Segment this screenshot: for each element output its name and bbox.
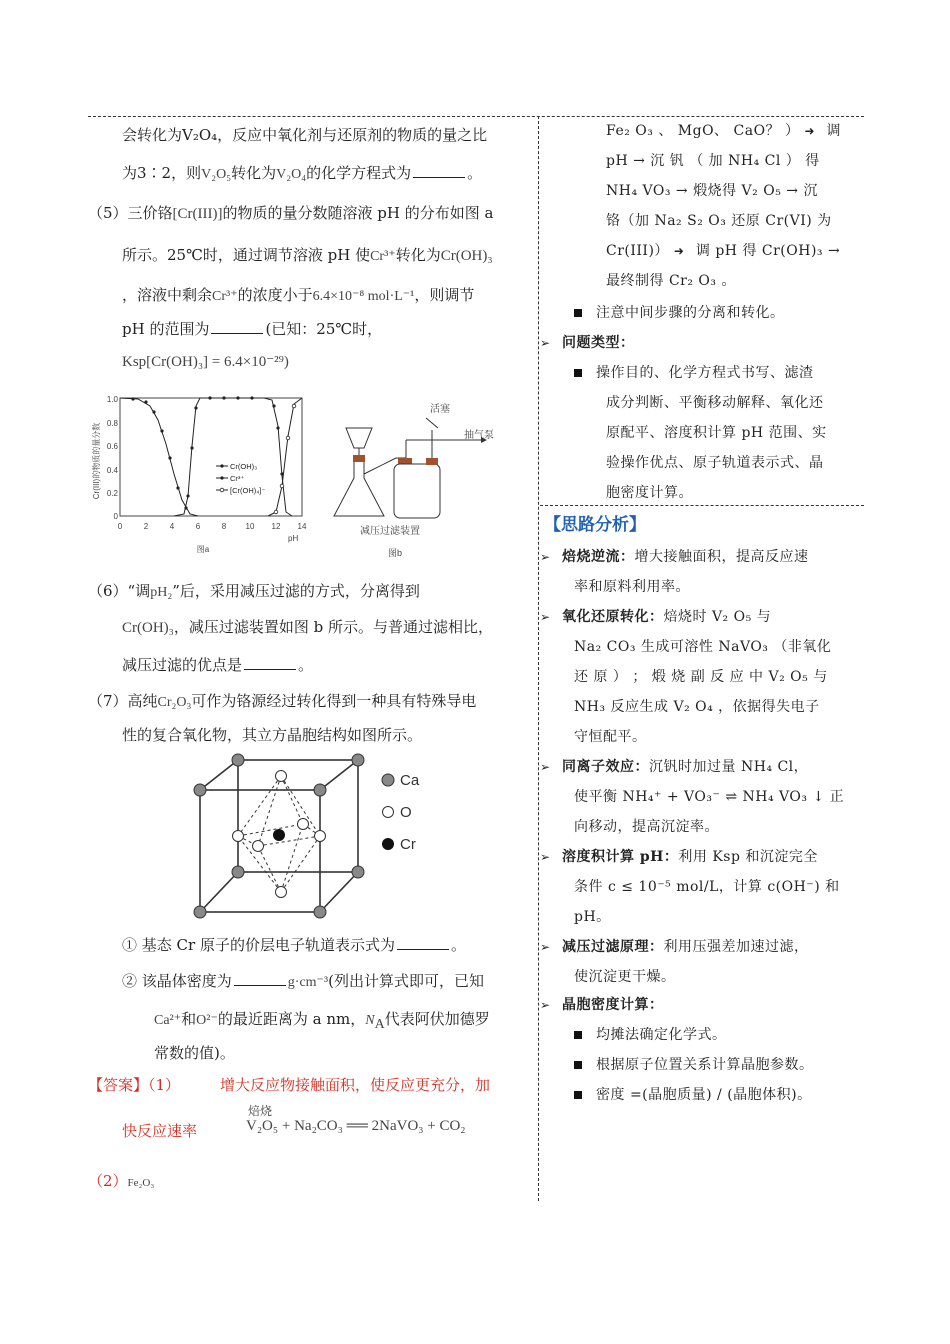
question-6-line: 减压过滤的优点是 。 xyxy=(122,656,314,674)
question-7-sub2: Ca²⁺和O²⁻的最近距离为 a nm，$N_A$代表阿伏加德罗 xyxy=(154,1010,490,1032)
analysis-item: ➢ 减压过滤原理：利用压强差加速过滤， xyxy=(540,939,809,955)
legend-label: [Cr(OH)₄]⁻ xyxy=(230,486,266,495)
arrow-bullet-icon: ➢ xyxy=(540,550,551,564)
o-atom xyxy=(233,831,244,842)
square-bullet-icon xyxy=(574,369,582,377)
data-point xyxy=(194,406,197,409)
answer-blank xyxy=(244,655,296,670)
analysis-continuation: 条件 c ≤ 10⁻⁵ mol/L，计算 c(OH⁻) 和 xyxy=(574,879,840,895)
process-line: Fe₂ O₃ 、 MgO、 CaO？ ） ➜ 调 xyxy=(606,123,841,139)
arrow-right-icon: ➜ xyxy=(804,124,816,138)
ca-atom xyxy=(352,866,364,878)
cr-atom xyxy=(273,829,285,841)
ytick-label: 0 xyxy=(113,512,118,521)
xtick-label: 4 xyxy=(169,522,175,531)
arrow-bullet-icon: ➢ xyxy=(540,998,551,1012)
ytick-label: 0.6 xyxy=(106,442,118,451)
bullet-continuation: 验操作优点、原子轨道表示式、晶 xyxy=(606,455,824,471)
o-atom xyxy=(298,819,309,830)
question-7-sub2: ② 该晶体密度为 g·cm⁻³(列出计算式即可，已知 xyxy=(122,972,484,990)
xtick-label: 6 xyxy=(195,522,201,531)
data-point xyxy=(160,429,163,432)
answer-blank xyxy=(211,319,263,334)
data-point xyxy=(131,397,134,400)
legend-label: Cr³⁺ xyxy=(230,474,245,483)
ca-atom xyxy=(194,784,206,796)
figure-a-xticks xyxy=(118,522,307,531)
process-line: 最终制得 Cr₂ O₃ 。 xyxy=(606,273,736,289)
analysis-item: ➢ 溶度积计算 pH：利用 Ksp 和沉淀完全 xyxy=(540,849,818,865)
question-6-line: Cr(OH)₃，减压过滤装置如图 b 所示。与普通过滤相比， xyxy=(122,618,494,636)
question-7-line: 性的复合氧化物，其立方晶胞结构如图所示。 xyxy=(122,726,423,744)
fig-b-label-stopcock: 活塞 xyxy=(430,404,450,415)
data-point xyxy=(176,486,179,489)
arrow-bullet-icon: ➢ xyxy=(540,760,551,774)
fig-b-label-pump: 抽气泵 xyxy=(464,430,494,441)
equation-condition: 焙烧 xyxy=(248,1104,273,1118)
data-point xyxy=(286,436,290,440)
ca-atom xyxy=(314,906,326,918)
o-atom xyxy=(276,771,287,782)
o-atom xyxy=(253,841,264,852)
data-point xyxy=(236,396,239,399)
data-point xyxy=(190,446,193,449)
data-point xyxy=(274,510,278,514)
question-types-heading: ➢ 问题类型： xyxy=(540,335,635,351)
analysis-item: ➢ 焙烧逆流：增大接触面积，提高反应速 xyxy=(540,549,809,565)
analysis-continuation: NH₃ 反应生成 V₂ O₄ ，依据得失电子 xyxy=(574,699,820,715)
figure-a-ylabel: Cr(III)的物质的量分数 xyxy=(92,422,101,500)
answer-line: 快反应速率 xyxy=(122,1122,198,1140)
data-point xyxy=(280,484,284,488)
square-bullet-icon xyxy=(574,1031,582,1039)
bullet-continuation: 胞密度计算。 xyxy=(606,485,693,501)
series-croh3-curve xyxy=(174,398,292,516)
data-point xyxy=(186,494,189,497)
bullet-item: 注意中间步骤的分离和转化。 xyxy=(574,302,785,322)
bullet-continuation: 成分判断、平衡移动解释、氧化还 xyxy=(606,395,824,411)
answer-blank xyxy=(234,971,286,986)
ytick-label: 0.2 xyxy=(106,489,118,498)
analysis-continuation: 使沉淀更干燥。 xyxy=(574,969,676,985)
process-line: 铬（加 Na₂ S₂ O₃ 还原 Cr(VI) 为 xyxy=(606,213,832,229)
data-point xyxy=(276,426,279,429)
data-point xyxy=(144,400,147,403)
square-bullet-icon xyxy=(574,1061,582,1069)
question-7-sub1: ① 基态 Cr 原子的价层电子轨道表示式为 。 xyxy=(122,936,466,954)
bullet-item: 根据原子位置关系计算晶胞参数。 xyxy=(574,1054,814,1074)
question-5-line: （5）三价铬[Cr(III)]的物质的量分数随溶液 pH 的分布如图 a xyxy=(88,204,494,222)
ca-atom xyxy=(352,754,364,766)
square-bullet-icon xyxy=(574,309,582,317)
arrow-bullet-icon: ➢ xyxy=(540,336,551,350)
figure-b-apparatus xyxy=(326,398,536,558)
o-atom xyxy=(276,887,287,898)
answer-blank xyxy=(397,935,449,950)
square-bullet-icon xyxy=(574,1091,582,1099)
section-title-analysis: 【思路分析】 xyxy=(544,515,646,535)
figure-a-chart xyxy=(88,386,318,566)
analysis-item: ➢ 同离子效应：沉钒时加过量 NH₄ Cl， xyxy=(540,759,809,775)
figure-a-yticks xyxy=(107,395,119,521)
process-line: pH → 沉 钒 （ 加 NH₄ Cl ） 得 xyxy=(606,153,820,169)
analysis-continuation: 使平衡 NH₄⁺ + VO₃⁻ ⇌ NH₄ VO₃ ↓ 正 xyxy=(574,789,845,805)
series-cr3-points xyxy=(131,397,187,509)
legend-label: Cr(OH)₃ xyxy=(230,462,258,471)
legend-ca: Ca xyxy=(400,772,420,789)
xtick-label: 12 xyxy=(271,522,281,531)
process-line: Cr(III)） ➜ 调 pH 得 Cr(OH)₃ → xyxy=(606,243,841,259)
question-line: 为3∶2，则V₂O₅转化为V₂O₄的化学方程式为 。 xyxy=(122,164,483,182)
bullet-item: 密度 =(晶胞质量) / (晶胞体积)。 xyxy=(574,1084,812,1104)
right-section-divider xyxy=(540,505,864,506)
bullet-continuation: 原配平、溶度积计算 pH 范围、实 xyxy=(606,425,827,441)
data-point xyxy=(292,404,296,408)
xtick-label: 2 xyxy=(143,522,149,531)
legend-cr: Cr xyxy=(400,836,416,853)
top-divider xyxy=(88,116,864,117)
analysis-continuation: 率和原料利用率。 xyxy=(574,579,690,595)
data-point xyxy=(222,396,225,399)
data-point xyxy=(208,396,211,399)
data-point xyxy=(250,396,253,399)
column-divider xyxy=(538,116,539,1201)
ca-atom xyxy=(232,754,244,766)
question-5-line: 所示。25℃时，通过调节溶液 pH 使Cr³⁺转化为Cr(OH)₃ xyxy=(122,246,493,264)
legend-o: O xyxy=(400,804,412,821)
analysis-continuation: Na₂ CO₃ 生成可溶性 NaVO₃ （非氧化 xyxy=(574,639,832,655)
arrow-right-icon: ➜ xyxy=(673,244,685,258)
data-point xyxy=(152,410,155,413)
question-7-sub2: 常数的值)。 xyxy=(154,1044,235,1062)
figure-a-xlabel: pH xyxy=(288,534,299,543)
ytick-label: 1.0 xyxy=(106,395,118,404)
ca-atom xyxy=(314,784,326,796)
answer-line: 【答案】（1） 增大反应物接触面积，使反应更充分，加 xyxy=(88,1076,491,1094)
fig-b-caption: 图b xyxy=(388,548,403,558)
question-5-line: ，溶液中剩余Cr³⁺的浓度小于6.4×10⁻⁸ mol·L⁻¹，则调节 xyxy=(122,286,475,304)
analysis-continuation: pH。 xyxy=(574,909,611,925)
arrow-bullet-icon: ➢ xyxy=(540,940,551,954)
ytick-label: 0.8 xyxy=(106,419,118,428)
answer-label: 【答案】（1） xyxy=(88,1076,181,1094)
analysis-item: ➢ 晶胞密度计算： xyxy=(540,997,664,1013)
analysis-continuation: 还 原 ） ； 煅 烧 副 反 应 中 V₂ O₅ 与 xyxy=(574,669,828,685)
bullet-item: 操作目的、化学方程式书写、滤渣 xyxy=(574,362,814,382)
process-line: NH₄ VO₃ → 煅烧得 V₂ O₅ → 沉 xyxy=(606,183,818,199)
fig-b-caption-device: 减压过滤装置 xyxy=(360,526,420,537)
figure-a-legend xyxy=(216,462,265,495)
answer-equation: V₂O₅ + Na₂CO₃ ══ 2NaVO₃ + CO₂ xyxy=(246,1118,466,1134)
analysis-continuation: 守恒配平。 xyxy=(574,729,647,745)
question-7-line: （7）高纯Cr₂O₃可作为铬源经过转化得到一种具有特殊导电 xyxy=(88,692,477,710)
ksp-formula: Ksp[Cr(OH)₃] = 6.4×10⁻²⁹) xyxy=(122,354,289,370)
question-5-line: pH 的范围为 (已知：25℃时， xyxy=(122,320,383,338)
bullet-item: 均摊法确定化学式。 xyxy=(574,1024,727,1044)
question-6-line: （6）“调pH₂”后，采用减压过滤的方式，分离得到 xyxy=(88,582,420,600)
data-point xyxy=(168,456,171,459)
answer-2-line: （2）Fe₂O₃ xyxy=(88,1172,155,1190)
analysis-continuation: 向移动，提高沉淀率。 xyxy=(574,819,719,835)
xtick-label: 14 xyxy=(297,522,307,531)
o-atom xyxy=(315,831,326,842)
ytick-label: 0.4 xyxy=(106,466,118,475)
ca-atom xyxy=(194,906,206,918)
ca-atom xyxy=(232,866,244,878)
data-point xyxy=(272,404,275,407)
xtick-label: 0 xyxy=(117,522,123,531)
question-line: 会转化为V₂O₄，反应中氧化剂与还原剂的物质的量之比 xyxy=(122,126,488,144)
answer-blank xyxy=(413,163,465,178)
figure-a-caption: 图a xyxy=(196,545,210,554)
xtick-label: 10 xyxy=(245,522,255,531)
arrow-bullet-icon: ➢ xyxy=(540,610,551,624)
arrow-bullet-icon: ➢ xyxy=(540,850,551,864)
analysis-item: ➢ 氧化还原转化：焙烧时 V₂ O₅ 与 xyxy=(540,609,772,625)
crystal-cell-figure xyxy=(188,746,448,926)
series-croh4-curve xyxy=(268,398,302,516)
xtick-label: 8 xyxy=(221,522,227,531)
series-cr3-curve xyxy=(120,398,198,516)
